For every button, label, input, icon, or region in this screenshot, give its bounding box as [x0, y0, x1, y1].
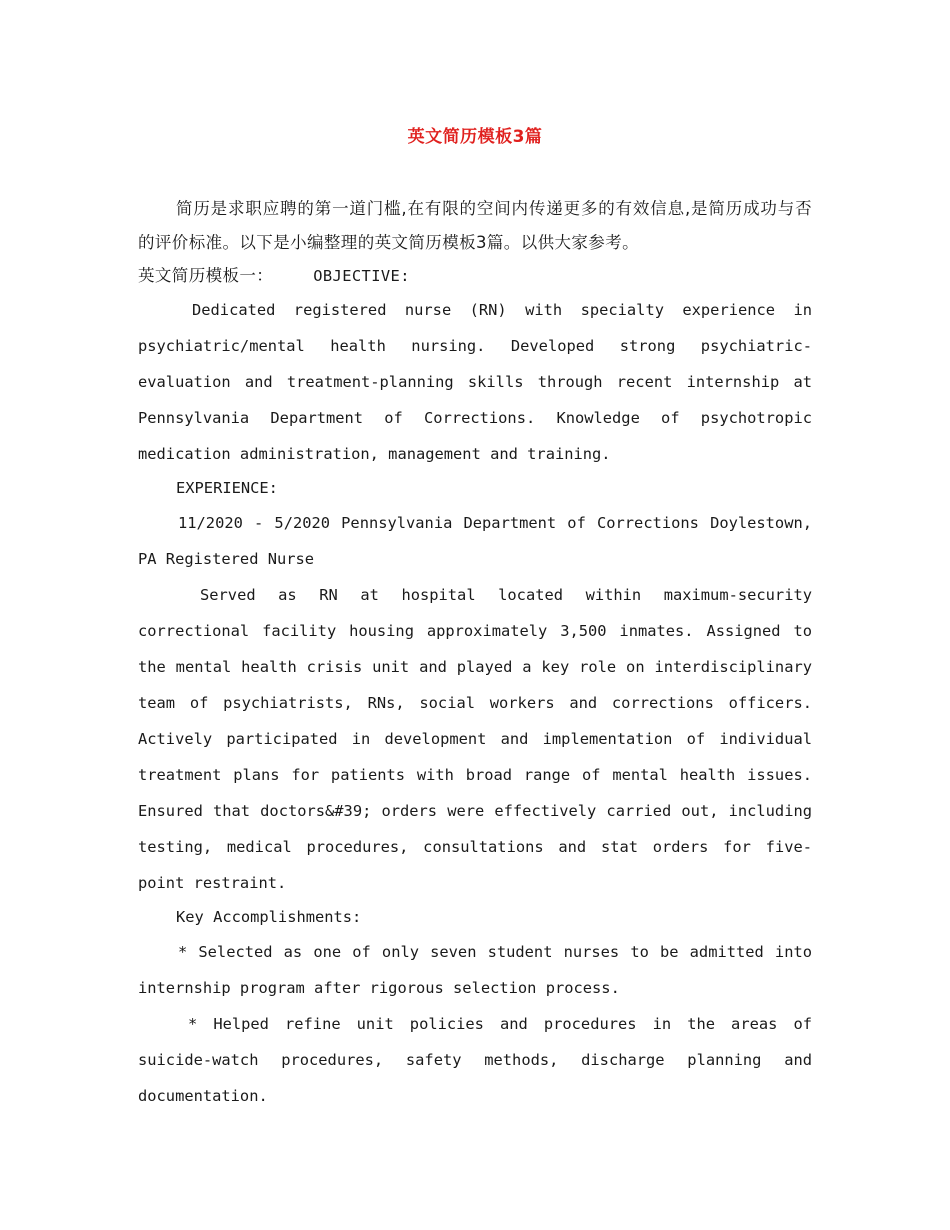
- document-body: [138, 192, 812, 1114]
- objective-row: [138, 260, 812, 292]
- accomplishment-item: * Helped refine unit policies and procedures in the areas of suicide-watch procedures, safety methods, discharge planning and documentation.: [138, 1015, 812, 1105]
- experience-entry: 11/2020 - 5/2020 Pennsylvania Department of Corrections Doylestown, PA Registered Nurse: [138, 514, 812, 568]
- accomplishment-item: * Selected as one of only seven student nurses to be admitted into internship program after rigorous selection process.: [138, 943, 812, 997]
- objective-paragraph: Dedicated registered nurse (RN) with specialty experience in psychiatric/mental health nursing. Developed strong psychiatric-evaluation and treatment-planning skills through recent internship at Pennsylvania Department of Corrections. Knowledge of psychotropic medication administration, management and training.: [138, 301, 812, 463]
- accomplishments-heading: Key Accomplishments:: [176, 908, 362, 926]
- template-label: 英文简历模板一：: [138, 266, 274, 285]
- experience-paragraph: Served as RN at hospital located within maximum-security correctional facility housing approximately 3,500 inmates. Assigned to the mental health crisis unit and played a key role on interdisciplinary team of psychiatrists, RNs, social workers and corrections officers. Actively participated in development and implementation of individual treatment plans for patients with broad range of mental health issues. Ensured that doctors&#39; orders were effectively carried out, including testing, medical procedures, consultations and stat orders for five-point restraint.: [138, 586, 812, 892]
- objective-heading: OBJECTIVE:: [313, 267, 410, 285]
- document-title: 英文简历模板3篇: [407, 127, 543, 147]
- experience-heading: EXPERIENCE:: [176, 479, 278, 497]
- intro-paragraph: 简历是求职应聘的第一道门槛,在有限的空间内传递更多的有效信息,是简历成功与否的评价标准。以下是小编整理的英文简历模板3篇。以供大家参考。: [138, 199, 812, 252]
